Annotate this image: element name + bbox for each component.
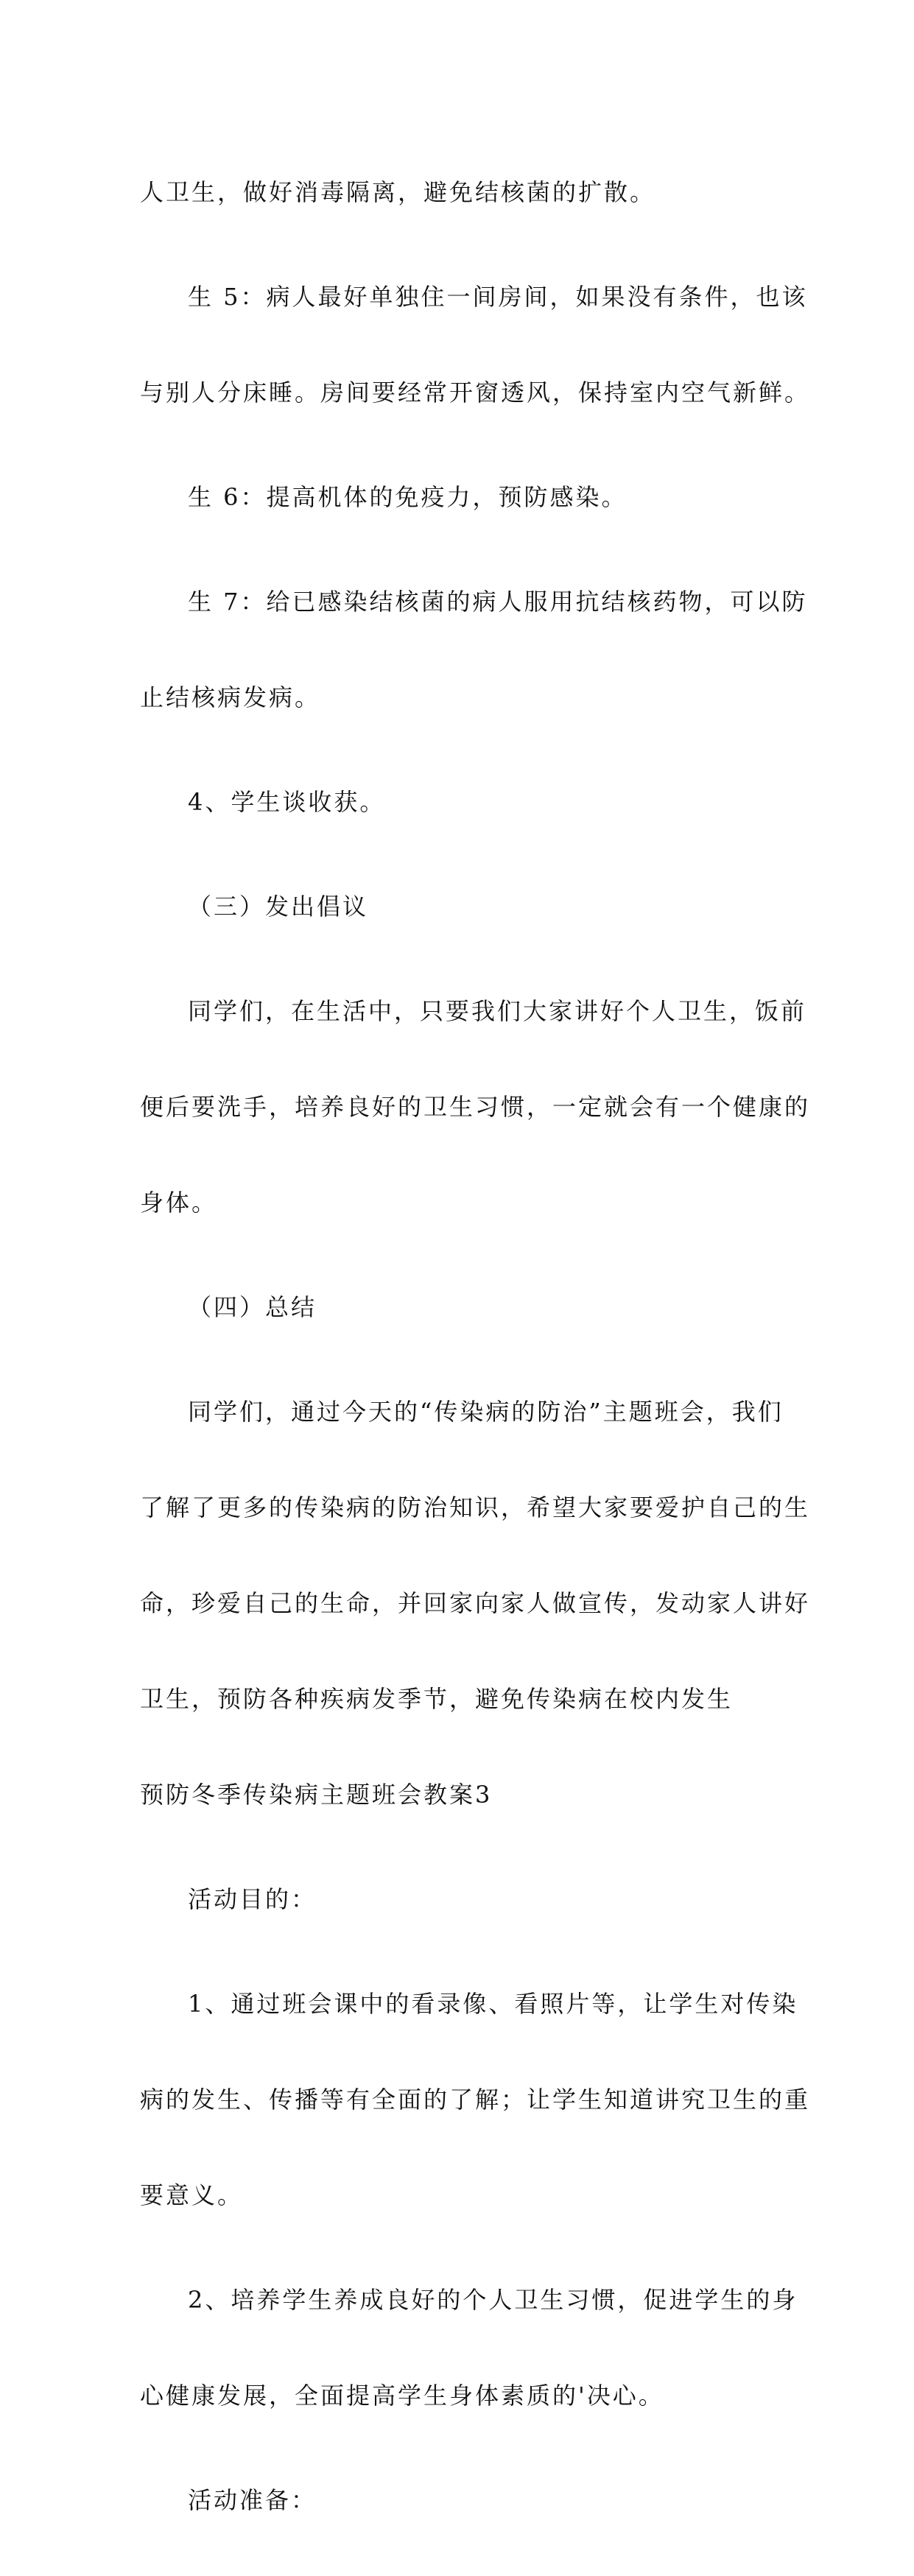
paragraph-line: 1、通过班会课中的看录像、看照片等，让学生对传染 — [188, 1990, 798, 2018]
paragraph-line: 人卫生，做好消毒隔离，避免结核菌的扩散。 — [140, 178, 656, 206]
document-title: 预防冬季传染病主题班会教案3 — [140, 1781, 493, 1809]
section-heading: 活动准备： — [188, 2486, 317, 2514]
paragraph-line: 身体。 — [140, 1189, 218, 1217]
paragraph-line: 4、学生谈收获。 — [188, 788, 386, 816]
paragraph-line: 心健康发展，全面提高学生身体素质的'决心。 — [140, 2382, 664, 2410]
paragraph-line: 了解了更多的传染病的防治知识，希望大家要爱护自己的生 — [140, 1493, 811, 1521]
section-heading: （三）发出倡议 — [188, 893, 369, 921]
paragraph-line: 生 5：病人最好单独住一间房间，如果没有条件，也该 — [188, 283, 808, 311]
paragraph-line: 病的发生、传播等有全面的了解；让学生知道讲究卫生的重 — [140, 2086, 811, 2114]
paragraph-line: 2、培养学生养成良好的个人卫生习惯，促进学生的身 — [188, 2286, 798, 2314]
paragraph-line: 止结核病发病。 — [140, 683, 321, 711]
paragraph-line: 生 6：提高机体的免疫力，预防感染。 — [188, 483, 628, 511]
document-body — [140, 116, 811, 2576]
paragraph-line: 同学们，通过今天的“传染病的防治”主题班会，我们 — [188, 1398, 784, 1426]
paragraph-line: 生 7：给已感染结核菌的病人服用抗结核药物，可以防 — [188, 588, 808, 616]
section-heading: （四）总结 — [188, 1293, 317, 1321]
paragraph-line: 卫生，预防各种疾病发季节，避免传染病在校内发生 — [140, 1685, 734, 1713]
paragraph-line: 与别人分床睡。房间要经常开窗透风，保持室内空气新鲜。 — [140, 379, 811, 407]
paragraph-line: 便后要洗手，培养良好的卫生习惯，一定就会有一个健康的 — [140, 1093, 811, 1121]
paragraph-line: 命，珍爱自己的生命，并回家向家人做宣传，发动家人讲好 — [140, 1589, 811, 1617]
section-heading: 活动目的： — [188, 1885, 317, 1913]
paragraph-line: 要意义。 — [140, 2181, 244, 2209]
paragraph-line: 同学们，在生活中，只要我们大家讲好个人卫生，饭前 — [188, 997, 807, 1025]
